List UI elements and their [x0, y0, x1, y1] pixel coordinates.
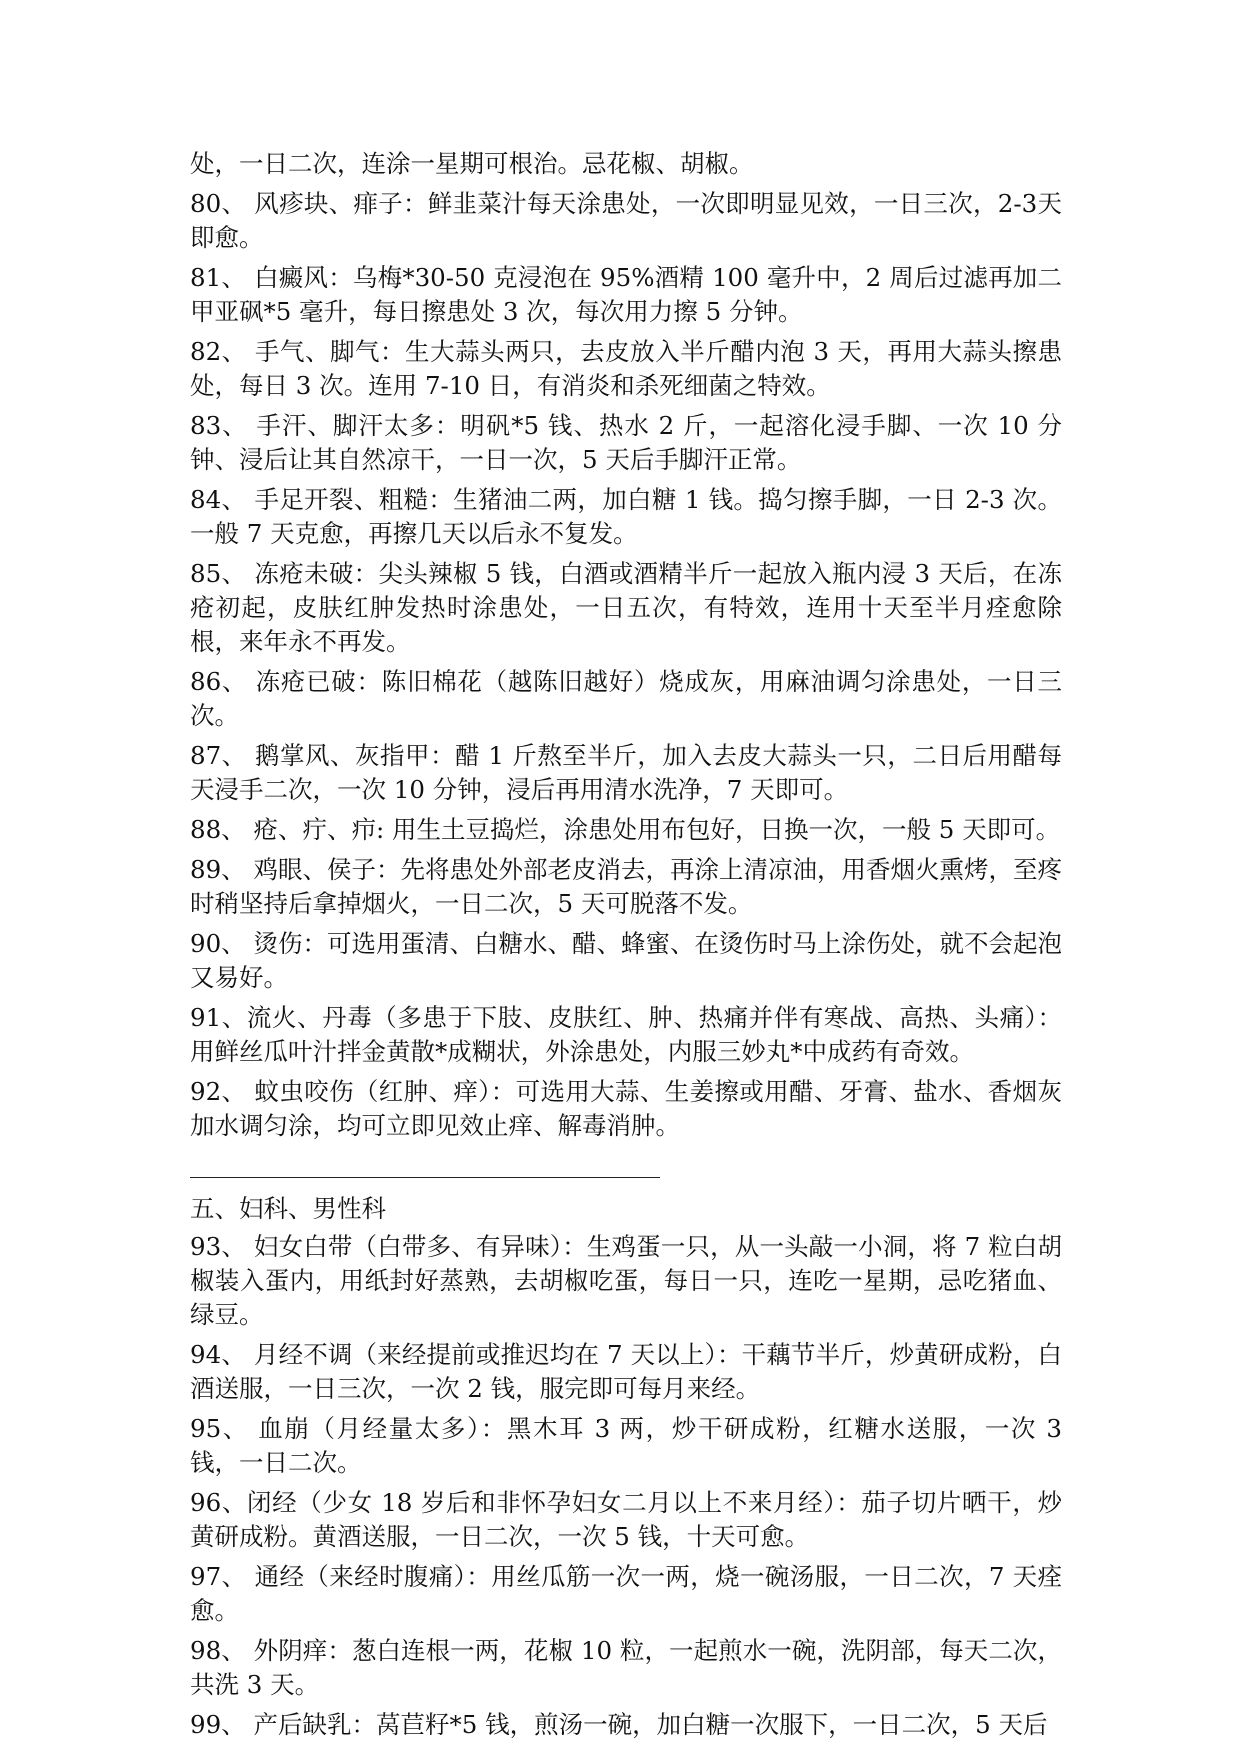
remedy-90: 90、 烫伤：可选用蛋清、白糖水、醋、蜂蜜、在烫伤时马上涂伤处，就不会起泡又易好。 [190, 929, 1062, 992]
remedy-83: 83、 手汗、脚汗太多：明矾*5 钱、热水 2 斤，一起溶化浸手脚、一次 10 分钟、浸后让其自然凉干，一日一次，5 天后手脚汗正常。 [190, 411, 1062, 474]
text-continuation: 处，一日二次，连涂一星期可根治。忌花椒、胡椒。 [190, 149, 754, 178]
remedy-82: 82、 手气、脚气：生大蒜头两只，去皮放入半斤醋内泡 3 天，再用大蒜头擦患处，每日 3 次。连用 7-10 日，有消炎和杀死细菌之特效。 [190, 337, 1062, 400]
remedy-99: 99、 产后缺乳：莴苣籽*5 钱，煎汤一碗，加白糖一次服下，一日二次，5 天后 [190, 1710, 1048, 1739]
document-page [190, 147, 1062, 1748]
remedy-84: 84、 手足开裂、粗糙：生猪油二两，加白糖 1 钱。捣匀擦手脚，一日 2-3 次。一般 7 天克愈，再擦几天以后永不复发。 [190, 485, 1062, 548]
remedy-91: 91、流火、丹毒（多患于下肢、皮肤红、肿、热痛并伴有寒战、高热、头痛）：用鲜丝瓜叶汁拌金黄散*成糊状，外涂患处，内服三妙丸*中成药有奇效。 [190, 1003, 1062, 1066]
remedy-88: 88、 疮、疔、疖: 用生土豆捣烂，涂患处用布包好，日换一次，一般 5 天即可。 [190, 815, 1061, 844]
remedy-95: 95、 血崩（月经量太多）：黑木耳 3 两，炒干研成粉，红糖水送服，一次 3 钱，一日二次。 [190, 1414, 1062, 1477]
remedy-93: 93、 妇女白带（白带多、有异味）：生鸡蛋一只，从一头敲一小洞，将 7 粒白胡椒装入蛋内，用纸封好蒸熟，去胡椒吃蛋，每日一只，连吃一星期，忌吃猪血、绿豆。 [190, 1232, 1062, 1329]
section-title: 五、妇科、男性科 [190, 1194, 386, 1223]
section-divider [190, 1177, 660, 1178]
remedy-80: 80、 风疹块、痱子：鲜韭菜汁每天涂患处，一次即明显见效，一日三次，2-3天即愈。 [190, 189, 1062, 252]
section-spacer [190, 1149, 1062, 1177]
remedy-98: 98、 外阴痒：葱白连根一两，花椒 10 粒，一起煎水一碗，洗阴部，每天二次，共洗 3 天。 [190, 1636, 1062, 1699]
remedy-81: 81、 白癜风：乌梅*30-50 克浸泡在 95%酒精 100 毫升中，2 周后过滤再加二甲亚砜*5 毫升，每日擦患处 3 次，每次用力擦 5 分钟。 [190, 263, 1062, 326]
remedy-97: 97、 通经（来经时腹痛）：用丝瓜筋一次一两，烧一碗汤服，一日二次，7 天痊愈。 [190, 1562, 1062, 1625]
remedy-85: 85、 冻疮未破：尖头辣椒 5 钱，白酒或酒精半斤一起放入瓶内浸 3 天后，在冻疮初起，皮肤红肿发热时涂患处，一日五次，有特效，连用十天至半月痊愈除根，来年永不再发。 [190, 559, 1062, 656]
remedy-86: 86、 冻疮已破：陈旧棉花（越陈旧越好）烧成灰，用麻油调匀涂患处，一日三次。 [190, 667, 1062, 730]
remedy-92: 92、 蚊虫咬伤（红肿、痒）：可选用大蒜、生姜擦或用醋、牙膏、盐水、香烟灰加水调匀涂，均可立即见效止痒、解毒消肿。 [190, 1077, 1062, 1140]
remedy-94: 94、 月经不调（来经提前或推迟均在 7 天以上）：干藕节半斤，炒黄研成粉，白酒送服，一日三次，一次 2 钱，服完即可每月来经。 [190, 1340, 1062, 1403]
remedy-89: 89、 鸡眼、侯子：先将患处外部老皮消去，再涂上清凉油，用香烟火熏烤，至疼时稍坚持后拿掉烟火，一日二次，5 天可脱落不发。 [190, 855, 1062, 918]
remedy-87: 87、 鹅掌风、灰指甲：醋 1 斤熬至半斤，加入去皮大蒜头一只，二日后用醋每天浸手二次，一次 10 分钟，浸后再用清水洗净，7 天即可。 [190, 741, 1062, 804]
remedy-96: 96、闭经（少女 18 岁后和非怀孕妇女二月以上不来月经）：茄子切片晒干，炒黄研成粉。黄酒送服，一日二次，一次 5 钱，十天可愈。 [190, 1488, 1062, 1551]
